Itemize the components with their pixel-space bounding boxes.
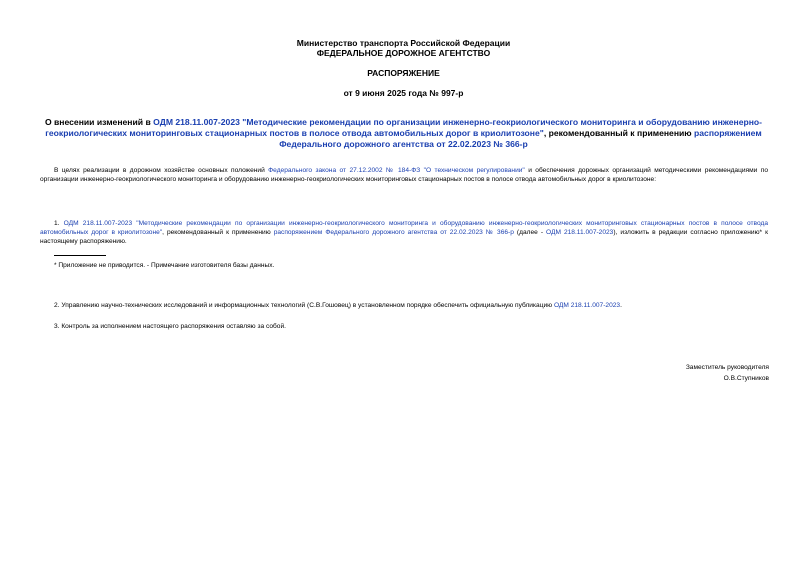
ministry-name: Министерство транспорта Российской Федерации <box>296 38 511 48</box>
item-1-odm-link[interactable]: ОДМ 218.11.007-2023 "Методические рекомендации по организации инженерно-геокриологического мониторинга и оборудованию инженерно-геокриологических мониторинговых стационарных постов в полосе отвода автомобильных дорог в криолитозоне" <box>40 220 768 237</box>
item-1-order-link[interactable]: распоряжением Федерального дорожного агентства от 22.02.2023 № 366-р <box>273 229 514 237</box>
preamble-paragraph <box>40 166 768 184</box>
title-prefix: О внесении изменений в <box>44 117 154 127</box>
item-3-paragraph: 3. Контроль за исполнением настоящего распоряжения оставляю за собой. <box>54 323 286 330</box>
document-type: РАСПОРЯЖЕНИЕ <box>367 68 440 78</box>
item-1-number: 1. <box>54 220 64 227</box>
item-1-paragraph <box>40 219 768 247</box>
signatory-name: О.В.Ступников <box>723 375 769 382</box>
item-2-end: . <box>620 302 622 309</box>
agency-name: ФЕДЕРАЛЬНОЕ ДОРОЖНОЕ АГЕНТСТВО <box>316 48 491 58</box>
preamble-text-start: В целях реализации в дорожном хозяйстве основных положений <box>54 167 269 174</box>
item-1-text-a: , рекомендованный к применению <box>162 229 274 237</box>
item-2-paragraph <box>40 301 768 310</box>
item-1-odm-short-link[interactable]: ОДМ 218.11.007-2023 <box>546 229 614 237</box>
preamble-text-end: и обеспечения дорожных организаций методическими рекомендациями по организации инженерно-геокриологического мониторинга и оборудованию инженерно-геокриологических мониторинговых стационарных постов в полосе отвода автомобильных дорог в криолитозоне: <box>40 167 769 184</box>
title-odm-link[interactable]: ОДМ 218.11.007-2023 "Методические рекомендации по организации инженерно-геокриологического мониторинга и оборудованию инженерно-геокриологических мониторинговых стационарных постов в полосе отвода автомобильных дорог в криолитозоне" <box>45 117 763 138</box>
item-2-odm-link[interactable]: ОДМ 218.11.007-2023 <box>553 302 621 309</box>
footnote-divider <box>54 255 106 256</box>
document-title <box>40 117 767 150</box>
signatory-position: Заместитель руководителя <box>685 364 769 371</box>
footnote: * Приложение не приводится. - Примечание изготовителя базы данных. <box>54 262 275 269</box>
item-1-text-c: ), изложить в редакции согласно приложению* к настоящему распоряжению. <box>40 229 768 246</box>
item-1-text-b: (далее - <box>513 229 547 237</box>
title-middle: , рекомендованный к применению <box>543 128 695 138</box>
document-date-number: от 9 июня 2025 года № 997-р <box>343 88 464 98</box>
item-2-text: 2. Управлению научно-технических исследований и информационных технологий (С.В.Гошовец) в установленном порядке обеспечить официальную публикацию <box>54 302 554 309</box>
federal-law-link[interactable]: Федерального закона от 27.12.2002 № 184-ФЗ "О техническом регулировании" <box>268 167 525 174</box>
title-order-link[interactable]: распоряжением Федерального дорожного агентства от 22.02.2023 № 366-р <box>279 128 762 149</box>
